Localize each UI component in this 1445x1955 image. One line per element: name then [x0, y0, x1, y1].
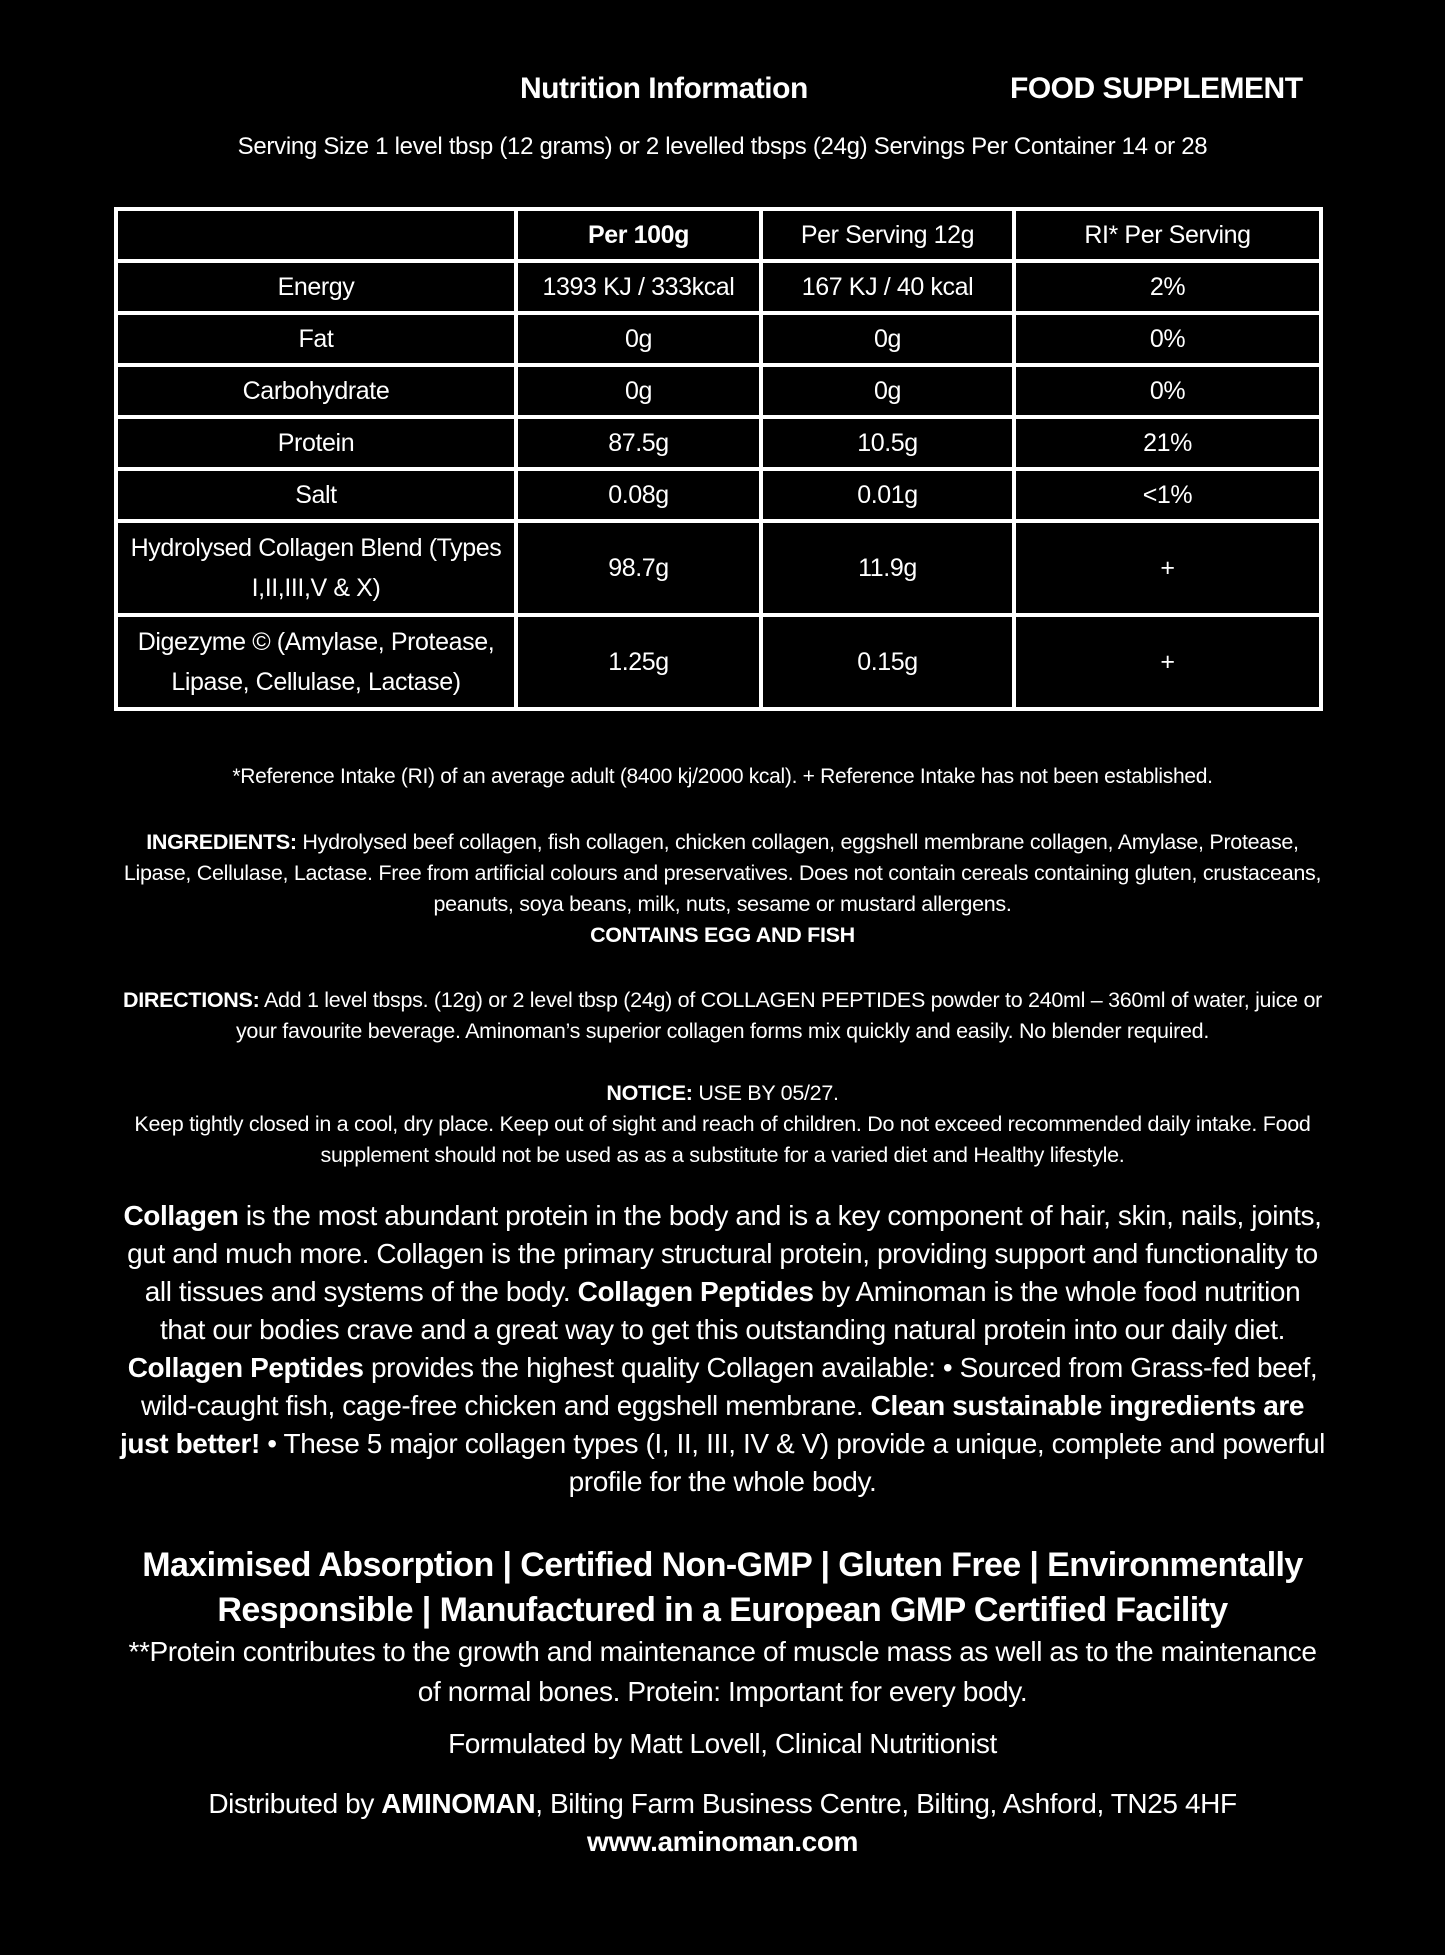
- nutrient-name: Fat: [116, 313, 516, 365]
- per-100g-value: 98.7g: [516, 521, 761, 615]
- description-bold: Collagen: [123, 1200, 239, 1231]
- ingredients-text: Hydrolysed beef collagen, fish collagen, chicken collagen, eggshell membrane collagen, Amylase, Protease, Lipase, Cellulase, Lactase. Free from artificial colours and preservatives. Does not contain cereals containing gluten, crustaceans, peanuts, soya beans, milk, nuts, sesame or mustard allergens.: [123, 830, 1322, 916]
- ri-value: 21%: [1014, 417, 1321, 469]
- table-row: [116, 521, 1321, 615]
- per-100g-value: 1393 KJ / 333kcal: [516, 261, 761, 313]
- description-text: provides the highest quality Collagen available: • Sourced from Grass-fed beef, wild-caught fish, cage-free chicken and eggshell membrane.: [140, 1352, 1318, 1421]
- per-serving-value: 0.15g: [761, 615, 1014, 709]
- nutrient-name: Salt: [116, 469, 516, 521]
- per-serving-value: 11.9g: [761, 521, 1014, 615]
- table-row: [116, 469, 1321, 521]
- per-100g-value: 87.5g: [516, 417, 761, 469]
- description-bold: Clean sustainable ingredients are just better!: [120, 1390, 1305, 1459]
- table-row: [116, 417, 1321, 469]
- per-100g-value: 1.25g: [516, 615, 761, 709]
- distributor-address: , Bilting Farm Business Centre, Bilting, Ashford, TN25 4HF: [535, 1788, 1237, 1819]
- table-row: [116, 615, 1321, 709]
- description-bold: Collagen Peptides: [577, 1276, 814, 1307]
- nutrient-name: Hydrolysed Collagen Blend (Types I,II,III,V & X): [116, 521, 516, 615]
- table-row: [116, 313, 1321, 365]
- protein-claim: **Protein contributes to the growth and maintenance of muscle mass as well as to the maintenance of normal bones. Protein: Important for every body.: [128, 1636, 1317, 1707]
- notice-label: NOTICE:: [606, 1081, 693, 1105]
- ri-value: +: [1014, 615, 1321, 709]
- product-claims: Maximised Absorption | Certified Non-GMP | Gluten Free | Environmentally Responsible | Manufactured in a European GMP Certified Facility: [142, 1546, 1303, 1629]
- per-100g-value: 0g: [516, 365, 761, 417]
- table-header-cell: [116, 209, 516, 261]
- table-header-cell: Per 100g: [516, 209, 761, 261]
- table-row: [116, 365, 1321, 417]
- formulated-by: Formulated by Matt Lovell, Clinical Nutritionist: [448, 1728, 997, 1759]
- per-100g-value: 0g: [516, 313, 761, 365]
- nutrient-name: Energy: [116, 261, 516, 313]
- description-text: is the most abundant protein in the body and is a key component of hair, skin, nails, joints, gut and much more. Collagen is the primary structural protein, providing support and functionality to all tissues and systems of the body.: [127, 1200, 1322, 1307]
- website-link[interactable]: www.aminoman.com: [586, 1826, 859, 1857]
- ingredients-section: [120, 827, 1325, 951]
- table-header-row: [116, 209, 1321, 261]
- distributor-info: [0, 1788, 1445, 1820]
- page-title: Nutrition Information: [520, 72, 808, 105]
- serving-info: Serving Size 1 level tbsp (12 grams) or 2 levelled tbsps (24g) Servings Per Container 14 or 28: [237, 133, 1208, 160]
- notice-text: Keep tightly closed in a cool, dry place. Keep out of sight and reach of children. Do not exceed recommended daily intake. Food supplement should not be used as as a substitute for a varied diet and Healthy lifestyle.: [134, 1112, 1311, 1167]
- ri-value: 0%: [1014, 365, 1321, 417]
- per-serving-value: 10.5g: [761, 417, 1014, 469]
- distributor-brand: AMINOMAN: [381, 1788, 536, 1819]
- table-header-cell: RI* Per Serving: [1014, 209, 1321, 261]
- table-header-cell: Per Serving 12g: [761, 209, 1014, 261]
- nutrient-name: Carbohydrate: [116, 365, 516, 417]
- product-description: [120, 1197, 1325, 1501]
- directions-label: DIRECTIONS:: [122, 988, 260, 1012]
- per-serving-value: 0g: [761, 313, 1014, 365]
- notice-section: [120, 1078, 1325, 1171]
- category-label: FOOD SUPPLEMENT: [1010, 72, 1303, 105]
- description-text: by Aminoman is the whole food nutrition that our bodies crave and a great way to get this outstanding natural protein into our daily diet.: [159, 1276, 1301, 1345]
- directions-text: Add 1 level tbsps. (12g) or 2 level tbsp (24g) of COLLAGEN PEPTIDES powder to 240ml – 360ml of water, juice or your favourite beverage. Aminoman’s superior collagen forms mix quickly and easily. No blender required.: [235, 988, 1322, 1043]
- per-100g-value: 0.08g: [516, 469, 761, 521]
- nutrient-name: Protein: [116, 417, 516, 469]
- description-bold: Collagen Peptides: [127, 1352, 364, 1383]
- ri-value: +: [1014, 521, 1321, 615]
- directions-section: [120, 985, 1325, 1047]
- ingredients-label: INGREDIENTS:: [146, 830, 297, 854]
- per-serving-value: 0g: [761, 365, 1014, 417]
- ri-value: 0%: [1014, 313, 1321, 365]
- allergen-warning: CONTAINS EGG AND FISH: [590, 923, 855, 947]
- nutrient-name: Digezyme © (Amylase, Protease, Lipase, Cellulase, Lactase): [116, 615, 516, 709]
- description-text: • These 5 major collagen types (I, II, III, IV & V) provide a unique, complete and powerful profile for the whole body.: [259, 1428, 1325, 1497]
- per-serving-value: 167 KJ / 40 kcal: [761, 261, 1014, 313]
- table-row: [116, 261, 1321, 313]
- per-serving-value: 0.01g: [761, 469, 1014, 521]
- ri-value: <1%: [1014, 469, 1321, 521]
- nutrition-table: [114, 207, 1323, 711]
- use-by-date: USE BY 05/27.: [698, 1081, 839, 1105]
- reference-intake-note: *Reference Intake (RI) of an average adult (8400 kj/2000 kcal). + Reference Intake has not been established.: [232, 765, 1213, 788]
- distributor-prefix: Distributed by: [208, 1788, 382, 1819]
- ri-value: 2%: [1014, 261, 1321, 313]
